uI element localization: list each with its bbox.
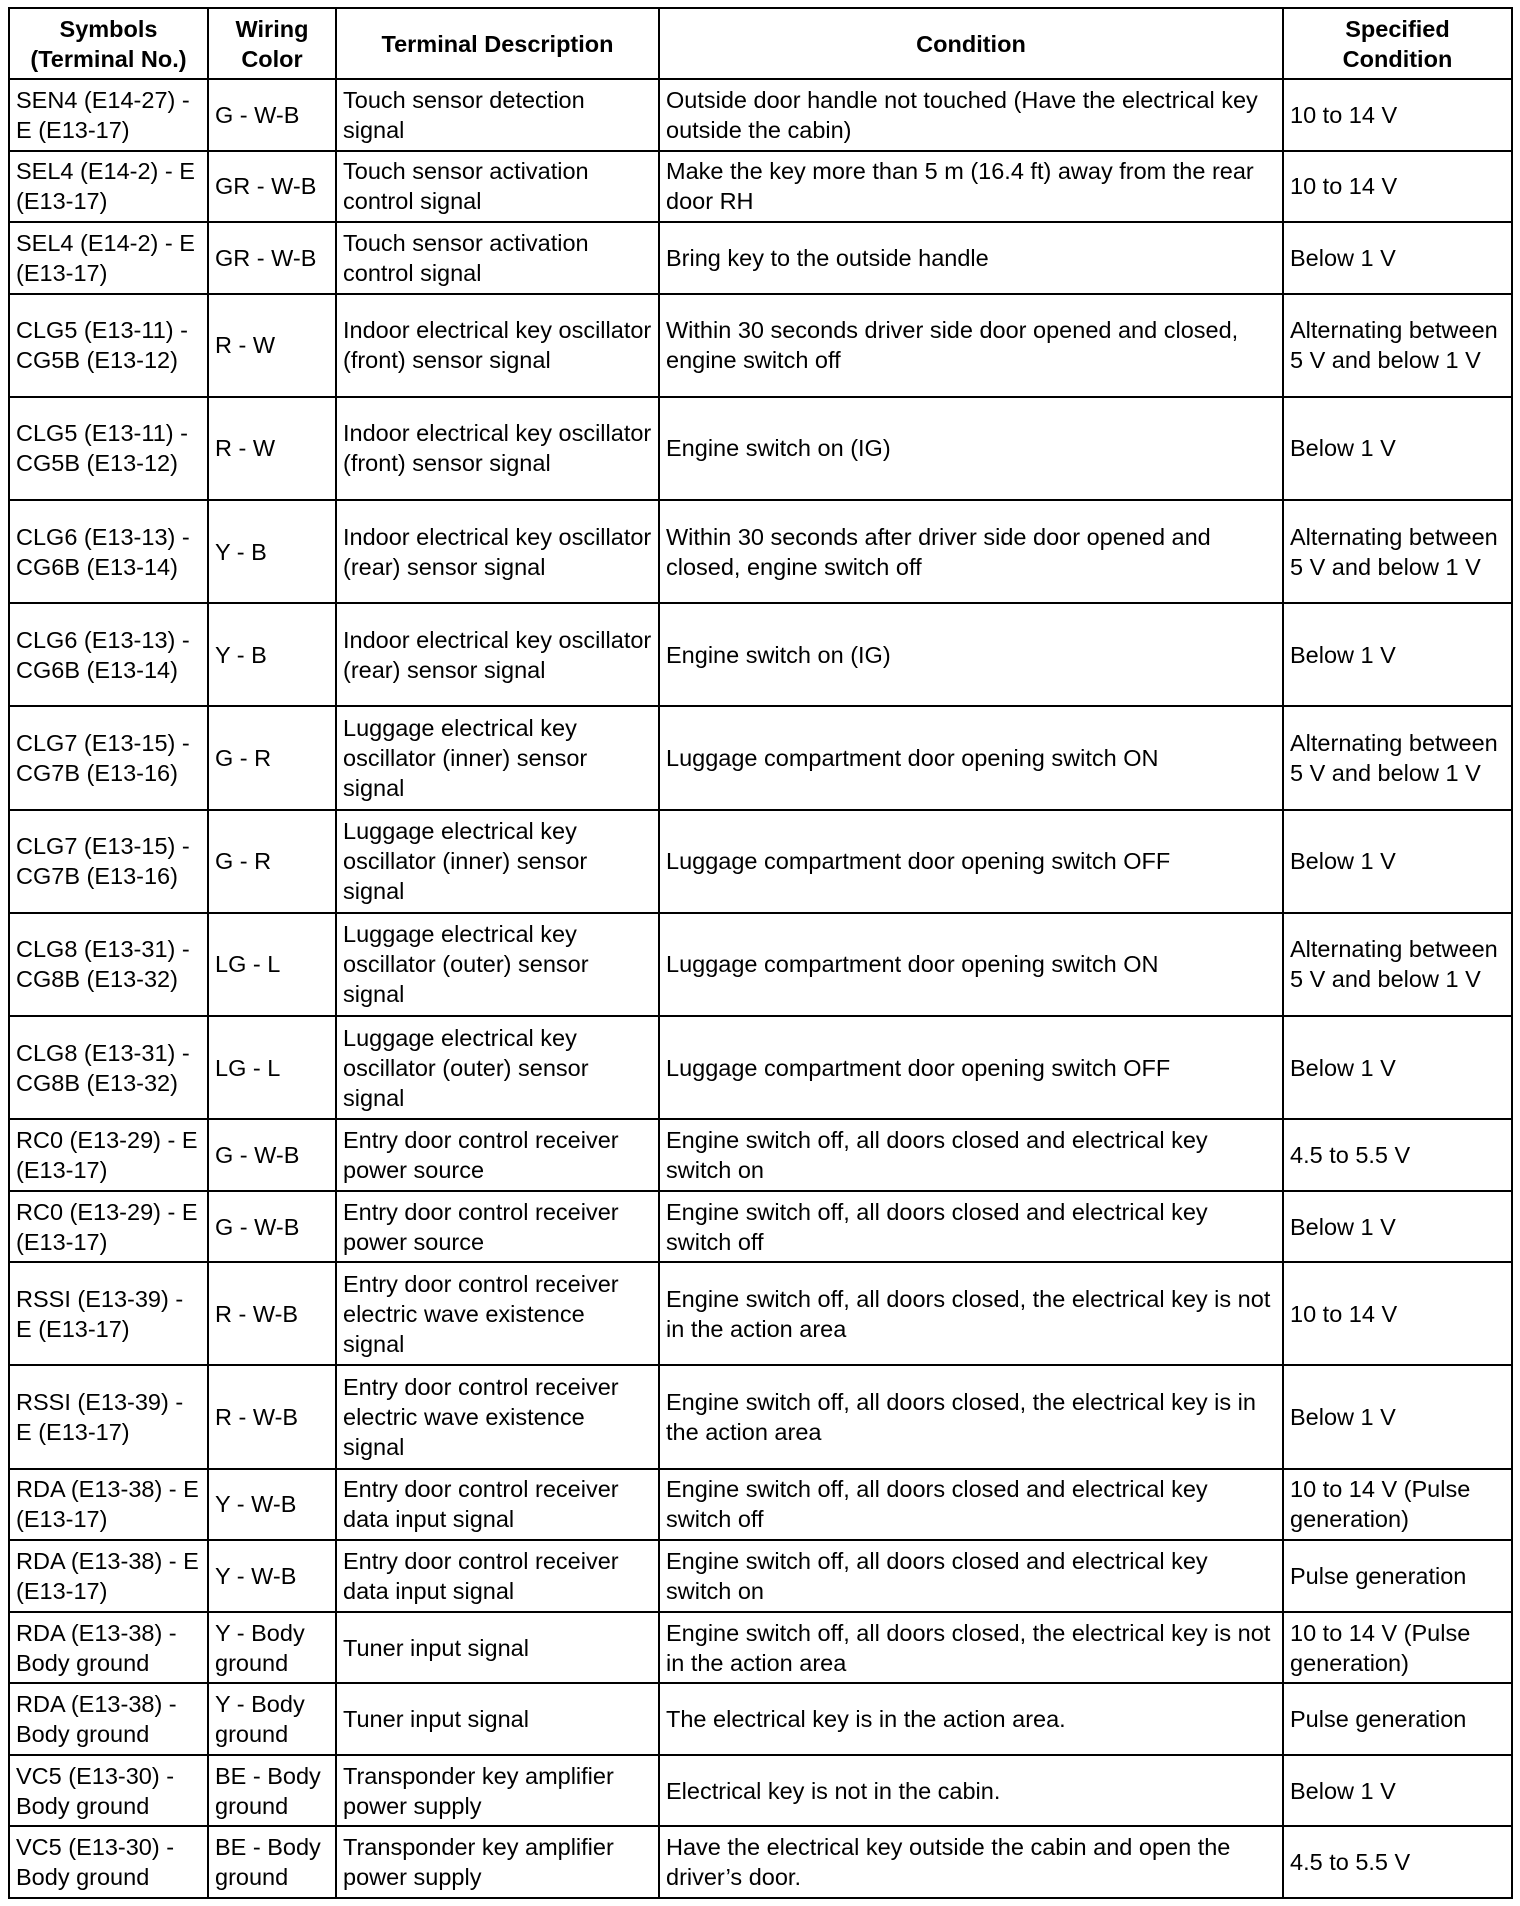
terminal-description-cell: Entry door control receiver data input signal — [336, 1540, 659, 1612]
specified-condition-cell: 10 to 14 V — [1283, 151, 1512, 223]
terminal-description-cell: Indoor electrical key oscillator (rear) sensor signal — [336, 500, 659, 603]
wiring-color-cell: Y - B — [208, 500, 336, 603]
specified-condition-cell: Below 1 V — [1283, 1016, 1512, 1119]
terminal-description-cell: Transponder key amplifier power supply — [336, 1755, 659, 1827]
terminal-description-cell: Indoor electrical key oscillator (rear) sensor signal — [336, 603, 659, 706]
symbols-cell: SEL4 (E14-2) - E (E13-17) — [9, 151, 208, 223]
table-row — [9, 1540, 1512, 1612]
symbols-cell: RDA (E13-38) - Body ground — [9, 1612, 208, 1684]
table-row — [9, 913, 1512, 1016]
table-row — [9, 603, 1512, 706]
condition-cell: Bring key to the outside handle — [659, 222, 1283, 294]
specified-condition-cell: 4.5 to 5.5 V — [1283, 1119, 1512, 1191]
wiring-color-cell: LG - L — [208, 1016, 336, 1119]
condition-cell: Luggage compartment door opening switch ON — [659, 706, 1283, 809]
terminal-description-cell: Luggage electrical key oscillator (outer) sensor signal — [336, 913, 659, 1016]
table-row — [9, 1683, 1512, 1755]
wiring-color-cell: G - W-B — [208, 1119, 336, 1191]
terminal-description-cell: Indoor electrical key oscillator (front) sensor signal — [336, 397, 659, 500]
wiring-color-cell: G - R — [208, 706, 336, 809]
wiring-color-cell: GR - W-B — [208, 151, 336, 223]
symbols-cell: SEN4 (E14-27) - E (E13-17) — [9, 79, 208, 151]
terminal-description-cell: Tuner input signal — [336, 1612, 659, 1684]
table-row — [9, 397, 1512, 500]
condition-cell: Luggage compartment door opening switch OFF — [659, 1016, 1283, 1119]
table-row — [9, 151, 1512, 223]
condition-cell: Engine switch off, all doors closed and electrical key switch on — [659, 1119, 1283, 1191]
symbols-cell: CLG8 (E13-31) - CG8B (E13-32) — [9, 913, 208, 1016]
condition-cell: Make the key more than 5 m (16.4 ft) away from the rear door RH — [659, 151, 1283, 223]
table-row — [9, 1469, 1512, 1541]
specified-condition-cell: 10 to 14 V (Pulse generation) — [1283, 1469, 1512, 1541]
condition-cell: Engine switch off, all doors closed and electrical key switch on — [659, 1540, 1283, 1612]
table-row — [9, 79, 1512, 151]
table-row — [9, 1365, 1512, 1468]
condition-cell: Engine switch off, all doors closed, the electrical key is not in the action area — [659, 1612, 1283, 1684]
specified-condition-cell: Alternating between 5 V and below 1 V — [1283, 500, 1512, 603]
terminal-description-cell: Entry door control receiver electric wave existence signal — [336, 1262, 659, 1365]
specified-condition-cell: Below 1 V — [1283, 603, 1512, 706]
wiring-color-cell: BE - Body ground — [208, 1755, 336, 1827]
specified-condition-cell: Below 1 V — [1283, 810, 1512, 913]
symbols-cell: CLG7 (E13-15) - CG7B (E13-16) — [9, 810, 208, 913]
wiring-color-cell: G - R — [208, 810, 336, 913]
terminal-description-cell: Luggage electrical key oscillator (outer) sensor signal — [336, 1016, 659, 1119]
symbols-cell: SEL4 (E14-2) - E (E13-17) — [9, 222, 208, 294]
header-condition: Condition — [659, 8, 1283, 79]
symbols-cell: RC0 (E13-29) - E (E13-17) — [9, 1119, 208, 1191]
condition-cell: Electrical key is not in the cabin. — [659, 1755, 1283, 1827]
symbols-cell: CLG5 (E13-11) - CG5B (E13-12) — [9, 397, 208, 500]
condition-cell: Within 30 seconds after driver side door opened and closed, engine switch off — [659, 500, 1283, 603]
condition-cell: Within 30 seconds driver side door opened and closed, engine switch off — [659, 294, 1283, 397]
table-row — [9, 1119, 1512, 1191]
terminal-description-cell: Transponder key amplifier power supply — [336, 1826, 659, 1898]
condition-cell: Engine switch off, all doors closed and electrical key switch off — [659, 1469, 1283, 1541]
condition-cell: The electrical key is in the action area. — [659, 1683, 1283, 1755]
wiring-color-cell: Y - B — [208, 603, 336, 706]
header-wiring-color: Wiring Color — [208, 8, 336, 79]
table-row — [9, 810, 1512, 913]
table-row — [9, 500, 1512, 603]
condition-cell: Engine switch off, all doors closed, the electrical key is not in the action area — [659, 1262, 1283, 1365]
symbols-cell: CLG6 (E13-13) - CG6B (E13-14) — [9, 500, 208, 603]
table-row — [9, 1755, 1512, 1827]
wiring-color-cell: GR - W-B — [208, 222, 336, 294]
wiring-color-cell: R - W-B — [208, 1365, 336, 1468]
symbols-cell: RDA (E13-38) - Body ground — [9, 1683, 208, 1755]
specified-condition-cell: 10 to 14 V (Pulse generation) — [1283, 1612, 1512, 1684]
condition-cell: Engine switch off, all doors closed, the electrical key is in the action area — [659, 1365, 1283, 1468]
wiring-color-cell: BE - Body ground — [208, 1826, 336, 1898]
wiring-color-cell: G - W-B — [208, 1191, 336, 1263]
specified-condition-cell: 10 to 14 V — [1283, 1262, 1512, 1365]
header-row — [9, 8, 1512, 79]
table-row — [9, 706, 1512, 809]
terminal-description-cell: Touch sensor detection signal — [336, 79, 659, 151]
condition-cell: Engine switch on (IG) — [659, 603, 1283, 706]
symbols-cell: RDA (E13-38) - E (E13-17) — [9, 1469, 208, 1541]
terminal-spec-table — [8, 7, 1513, 1899]
specified-condition-cell: Below 1 V — [1283, 1365, 1512, 1468]
wiring-color-cell: R - W — [208, 294, 336, 397]
table-body — [9, 79, 1512, 1898]
specified-condition-cell: Below 1 V — [1283, 1755, 1512, 1827]
wiring-color-cell: Y - W-B — [208, 1540, 336, 1612]
symbols-cell: CLG5 (E13-11) - CG5B (E13-12) — [9, 294, 208, 397]
table-row — [9, 1262, 1512, 1365]
specified-condition-cell: Alternating between 5 V and below 1 V — [1283, 294, 1512, 397]
table-row — [9, 1826, 1512, 1898]
wiring-color-cell: LG - L — [208, 913, 336, 1016]
specified-condition-cell: Pulse generation — [1283, 1540, 1512, 1612]
specified-condition-cell: Below 1 V — [1283, 397, 1512, 500]
terminal-description-cell: Touch sensor activation control signal — [336, 151, 659, 223]
condition-cell: Have the electrical key outside the cabin and open the driver’s door. — [659, 1826, 1283, 1898]
symbols-cell: CLG8 (E13-31) - CG8B (E13-32) — [9, 1016, 208, 1119]
table-row — [9, 1016, 1512, 1119]
terminal-description-cell: Luggage electrical key oscillator (inner) sensor signal — [336, 810, 659, 913]
symbols-cell: RC0 (E13-29) - E (E13-17) — [9, 1191, 208, 1263]
table-row — [9, 222, 1512, 294]
symbols-cell: CLG6 (E13-13) - CG6B (E13-14) — [9, 603, 208, 706]
header-specified-condition: Specified Condition — [1283, 8, 1512, 79]
terminal-description-cell: Entry door control receiver data input signal — [336, 1469, 659, 1541]
symbols-cell: CLG7 (E13-15) - CG7B (E13-16) — [9, 706, 208, 809]
specified-condition-cell: Below 1 V — [1283, 1191, 1512, 1263]
terminal-description-cell: Entry door control receiver electric wave existence signal — [336, 1365, 659, 1468]
symbols-cell: RDA (E13-38) - E (E13-17) — [9, 1540, 208, 1612]
specified-condition-cell: Pulse generation — [1283, 1683, 1512, 1755]
terminal-description-cell: Entry door control receiver power source — [336, 1119, 659, 1191]
table-row — [9, 1612, 1512, 1684]
wiring-color-cell: Y - W-B — [208, 1469, 336, 1541]
table-row — [9, 1191, 1512, 1263]
table-row — [9, 294, 1512, 397]
terminal-description-cell: Entry door control receiver power source — [336, 1191, 659, 1263]
wiring-color-cell: G - W-B — [208, 79, 336, 151]
terminal-description-cell: Luggage electrical key oscillator (inner) sensor signal — [336, 706, 659, 809]
condition-cell: Engine switch on (IG) — [659, 397, 1283, 500]
symbols-cell: RSSI (E13-39) - E (E13-17) — [9, 1262, 208, 1365]
condition-cell: Engine switch off, all doors closed and electrical key switch off — [659, 1191, 1283, 1263]
terminal-description-cell: Touch sensor activation control signal — [336, 222, 659, 294]
specified-condition-cell: Alternating between 5 V and below 1 V — [1283, 913, 1512, 1016]
specified-condition-cell: Below 1 V — [1283, 222, 1512, 294]
symbols-cell: VC5 (E13-30) - Body ground — [9, 1826, 208, 1898]
specified-condition-cell: Alternating between 5 V and below 1 V — [1283, 706, 1512, 809]
condition-cell: Outside door handle not touched (Have the electrical key outside the cabin) — [659, 79, 1283, 151]
wiring-color-cell: Y - Body ground — [208, 1612, 336, 1684]
terminal-description-cell: Tuner input signal — [336, 1683, 659, 1755]
symbols-cell: RSSI (E13-39) - E (E13-17) — [9, 1365, 208, 1468]
specified-condition-cell: 10 to 14 V — [1283, 79, 1512, 151]
header-symbols: Symbols (Terminal No.) — [9, 8, 208, 79]
symbols-cell: VC5 (E13-30) - Body ground — [9, 1755, 208, 1827]
condition-cell: Luggage compartment door opening switch OFF — [659, 810, 1283, 913]
condition-cell: Luggage compartment door opening switch ON — [659, 913, 1283, 1016]
wiring-color-cell: Y - Body ground — [208, 1683, 336, 1755]
specified-condition-cell: 4.5 to 5.5 V — [1283, 1826, 1512, 1898]
wiring-color-cell: R - W-B — [208, 1262, 336, 1365]
wiring-color-cell: R - W — [208, 397, 336, 500]
terminal-description-cell: Indoor electrical key oscillator (front) sensor signal — [336, 294, 659, 397]
header-terminal-description: Terminal Description — [336, 8, 659, 79]
